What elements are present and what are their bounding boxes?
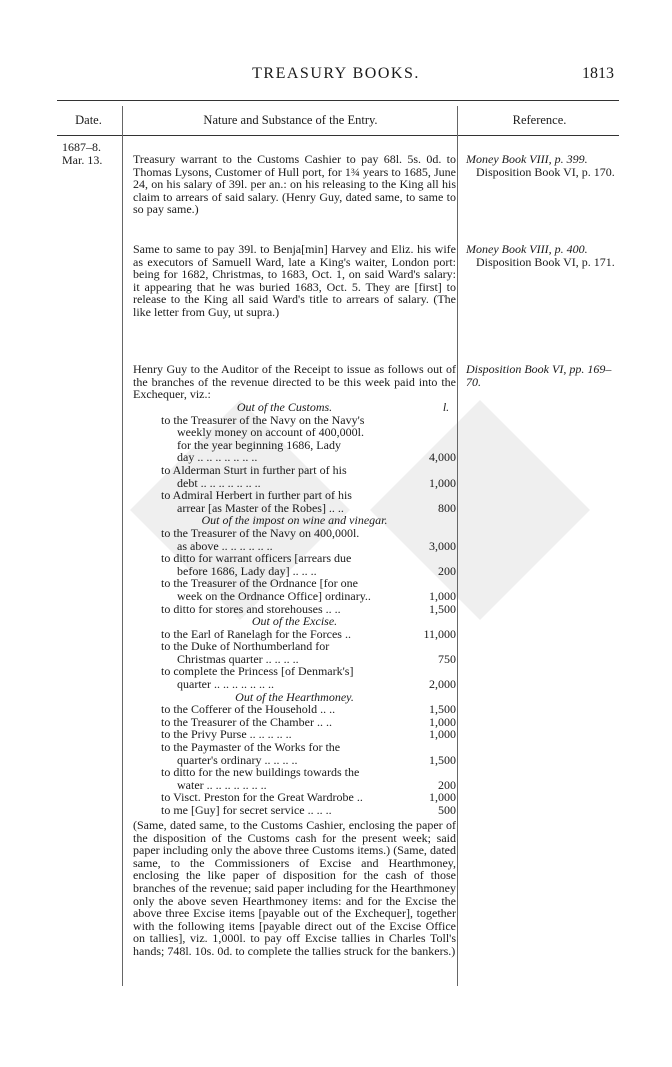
entry-1-text: Treasury warrant to the Customs Cashier to pay 68l. 5s. 0d. to Thomas Lysons, Customer of Hull port, for 1¾ years to 1685, June 24, on his salary of 39l. per an.: on his releasing to the King all his claim to arrears of said salary. (Henry Guy, dated same, to same to so pay same.) — [133, 152, 456, 217]
list-item-amount: 4,000 — [429, 450, 456, 465]
list-item-text: to the Treasurer of the Navy on the Navy's — [161, 412, 365, 427]
list-item-amount: 1,500 — [429, 601, 456, 616]
entry-2-text: Same to same to pay 39l. to Benja[min] Harvey and Eliz. his wife as executors of Samuell Ward, late a King's waiter, London port: being for 1682, Christmas, to 1683, Oct. 1, on said Ward's salary: it appearing that he was buried 1683, Oct. 5. They are [first] to release to the King all said Ward's title to arrears of salary. (The like letter from Guy, ut supra.) — [133, 242, 456, 319]
list-item-amount: 1,000 — [429, 475, 456, 490]
list-item-amount: 200 — [438, 777, 456, 792]
entry-1-ref-disposition-book: Disposition Book VI, p. 170. — [476, 164, 615, 179]
list-item — [133, 552, 456, 565]
list-item-text: to the Paymaster of the Works for the — [161, 740, 341, 755]
entry-3-intro-text: Henry Guy to the Auditor of the Receipt to issue as follows out of the branches of the revenue directed to be this week paid into the Exchequer, viz.: — [133, 362, 456, 402]
list-item-text: to ditto for the new buildings towards the — [161, 765, 360, 780]
entry-1-ref-money-book: Money Book VIII, p. 399. — [466, 152, 588, 166]
entry-3-reference — [466, 363, 616, 388]
list-item — [133, 678, 456, 691]
list-item-text: to the Earl of Ranelagh for the Forces .. — [161, 626, 351, 641]
list-item-amount — [414, 489, 456, 502]
date-cell — [62, 141, 102, 167]
list-item-amount: 1,000 — [429, 727, 456, 742]
list-item-amount: 800 — [438, 500, 456, 515]
entry-3-intro — [133, 363, 456, 401]
list-item-amount — [414, 414, 456, 427]
list-item-text: weekly money on account of 400,000l. — [177, 425, 364, 440]
list-item-amount: 500 — [438, 803, 456, 817]
table-header-rule — [57, 135, 619, 136]
list-item — [133, 590, 456, 603]
section-heading — [133, 401, 456, 414]
list-item-text: before 1686, Lady day] .. .. .. — [177, 563, 317, 578]
entry-2-reference — [466, 243, 616, 268]
list-item-text: day .. .. .. .. .. .. .. — [177, 450, 258, 465]
list-item-amount: 1,000 — [429, 790, 456, 805]
entry-3-closing — [133, 819, 456, 958]
list-item-text: for the year beginning 1686, Lady — [177, 437, 341, 452]
list-item — [133, 640, 456, 653]
list-item-amount — [414, 552, 456, 565]
list-item-text: quarter's ordinary .. .. .. .. — [177, 752, 298, 767]
table-top-rule — [57, 100, 619, 101]
list-item-amount: 1,000 — [429, 714, 456, 729]
currency-label: l. — [442, 400, 450, 414]
entry-3-ref-disposition-book: Disposition Book VI, pp. 169–70. — [466, 362, 612, 389]
list-item-amount: 11,000 — [423, 626, 456, 641]
list-item-text: to the Treasurer of the Ordnance [for one — [161, 576, 358, 591]
list-item-amount — [414, 741, 456, 754]
date-day: Mar. 13. — [62, 153, 103, 167]
entry-2-ref-money-book: Money Book VIII, p. 400. — [466, 242, 588, 256]
list-item-text: to Alderman Sturt in further part of his — [161, 462, 347, 477]
list-item-amount: 750 — [438, 651, 456, 666]
list-item — [133, 766, 456, 779]
list-item-text: to Admiral Herbert in further part of his — [161, 488, 352, 503]
column-divider-reference — [457, 106, 458, 986]
list-item-text: to the Duke of Northumberland for — [161, 639, 330, 654]
list-item — [133, 426, 456, 439]
list-item-amount — [414, 640, 456, 653]
list-item-amount — [414, 527, 456, 540]
entry-1 — [133, 153, 456, 216]
list-item-text: quarter .. .. .. .. .. .. .. — [177, 677, 274, 692]
list-item — [133, 804, 456, 817]
list-item-text: as above .. .. .. .. .. .. — [177, 538, 273, 553]
list-item — [133, 703, 456, 716]
list-item-text: to the Privy Purse .. .. .. .. .. — [161, 727, 292, 742]
list-item-amount — [414, 766, 456, 779]
list-item-text: debt .. .. .. .. .. .. .. — [177, 475, 261, 490]
running-title: TREASURY BOOKS. — [252, 65, 420, 82]
section-heading-text: Out of the impost on wine and vinegar. — [201, 513, 388, 528]
list-item-text: to the Cofferer of the Household .. .. — [161, 702, 336, 717]
list-item-amount — [414, 464, 456, 477]
list-item-amount: 1,000 — [429, 588, 456, 603]
list-item-amount: 3,000 — [429, 538, 456, 553]
list-item-amount: 2,000 — [429, 677, 456, 692]
list-item-text: week on the Ordnance Office] ordinary.. — [177, 588, 371, 603]
list-item — [133, 464, 456, 477]
entry-2 — [133, 243, 456, 319]
issue-list — [133, 401, 456, 817]
header-nature: Nature and Substance of the Entry. — [203, 113, 378, 127]
header-reference: Reference. — [512, 113, 567, 127]
list-item — [133, 741, 456, 754]
list-item-text: to me [Guy] for secret service .. .. .. — [161, 803, 332, 817]
list-item — [133, 527, 456, 540]
page-number: 1813 — [582, 65, 614, 82]
entry-2-ref-disposition-book: Disposition Book VI, p. 171. — [476, 254, 615, 269]
list-item-text: to ditto for warrant officers [arrears due — [161, 551, 352, 566]
column-divider-date — [122, 106, 123, 986]
entry-3-closing-text: (Same, dated same, to the Customs Cashier, enclosing the paper of the disposition of the Customs cash for the present week; said paper including only the above three Customs items.) (Same, dated same, to the Commissioners of Excise and Hearthmoney, enclosing the like paper of disposition for the cash of those branches of the revenue; said paper including for the Hearthmoney only the above seven Hearthmoney items: and for the Excise the above three Excise items [payable out of the Exchequer], together with the following items [payable direct out of the Excise Office on tallies], viz. 1,000l. to pay off Excise tallies in Charles Toll's hands; 748l. 10s. 0d. to complete the tallies struck for the bankers.) — [133, 818, 456, 958]
list-item-text: to the Treasurer of the Chamber .. .. — [161, 714, 332, 729]
list-item-text: to Visct. Preston for the Great Wardrobe .. — [161, 790, 363, 805]
list-item-text: to complete the Princess [of Denmark's] — [161, 664, 354, 679]
header-date: Date. — [75, 113, 102, 127]
list-item-text: to the Treasurer of the Navy on 400,000l. — [161, 525, 360, 540]
list-item-amount: 1,500 — [429, 752, 456, 767]
section-heading-text: Out of the Excise. — [251, 614, 338, 629]
list-item-amount: 200 — [438, 563, 456, 578]
list-item — [133, 489, 456, 502]
date-year: 1687–8. — [62, 140, 101, 154]
list-item-text: arrear [as Master of the Robes] .. .. — [177, 500, 344, 515]
section-heading-text: Out of the Hearthmoney. — [235, 689, 354, 704]
section-heading — [133, 615, 456, 628]
list-item-text: water .. .. .. .. .. .. .. — [177, 777, 267, 792]
list-item-amount: 1,500 — [429, 702, 456, 717]
entry-1-reference — [466, 153, 616, 178]
list-item-amount — [414, 426, 456, 439]
list-item-text: Christmas quarter .. .. .. .. — [177, 651, 299, 666]
list-item-text: to ditto for stores and storehouses .. .. — [161, 601, 341, 616]
section-heading-text: Out of the Customs. — [236, 400, 333, 414]
